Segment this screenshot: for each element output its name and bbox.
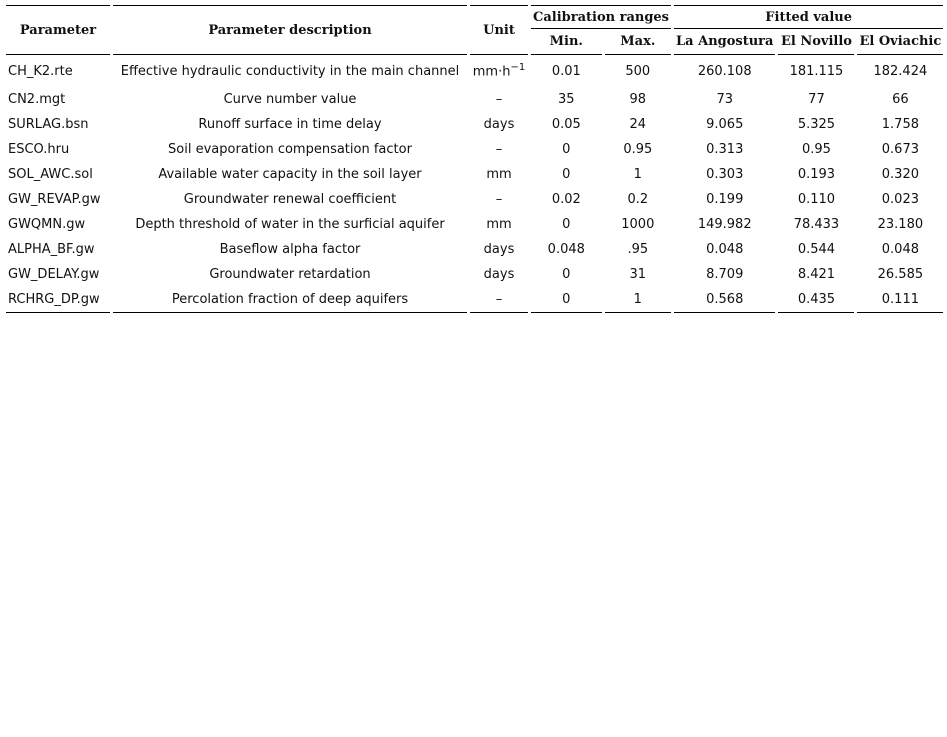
table-row [6, 137, 943, 162]
cell-el-oviachic: 0.320 [881, 167, 919, 182]
cell-el-novillo: 181.115 [789, 63, 844, 79]
cell-max: 500 [625, 63, 651, 79]
unit-text: – [495, 142, 503, 157]
cell-el-novillo: 0.95 [801, 142, 831, 157]
cell-la-angostura: 0.199 [706, 192, 744, 207]
cell-el-oviachic: 182.424 [873, 63, 928, 79]
header-calibration-ranges: Calibration ranges [531, 5, 671, 29]
cell-min: 0.05 [551, 117, 581, 132]
cell-parameter: SOL_AWC.sol [8, 167, 93, 182]
header-min: Min. [531, 29, 602, 55]
cell-el-novillo: 0.544 [797, 242, 836, 257]
cell-el-oviachic: 1.758 [881, 117, 919, 132]
cell-unit [470, 212, 528, 237]
header-parameter: Parameter [6, 5, 110, 55]
header-max: Max. [605, 29, 671, 55]
cell-unit [470, 87, 528, 112]
unit-text: mm [486, 217, 512, 232]
unit-text: mm·h [472, 64, 511, 80]
cell-el-novillo: 77 [808, 92, 825, 107]
cell-unit [470, 187, 528, 212]
cell-unit [470, 262, 528, 287]
cell-min: 0.048 [547, 242, 585, 257]
cell-la-angostura: 9.065 [706, 117, 744, 132]
cell-min: 0.01 [551, 63, 581, 79]
unit-text: days [483, 267, 515, 282]
cell-el-oviachic: 0.673 [881, 142, 919, 157]
unit-superscript: −1 [510, 62, 526, 74]
cell-max: 0.2 [627, 192, 649, 207]
unit-text: – [495, 92, 503, 107]
cell-el-novillo: 8.421 [797, 267, 836, 282]
cell-description: Runoff surface in time delay [198, 117, 382, 132]
cell-max: 24 [629, 117, 647, 132]
table-row [6, 162, 943, 187]
cell-parameter: CN2.mgt [8, 92, 66, 107]
table-row [6, 87, 943, 112]
table-row [6, 187, 943, 212]
cell-unit [470, 162, 528, 187]
cell-la-angostura: 260.108 [697, 63, 752, 79]
cell-la-angostura: 0.048 [706, 242, 744, 257]
cell-el-novillo: 5.325 [797, 117, 836, 132]
cell-unit [470, 137, 528, 162]
cell-max: 1 [633, 167, 642, 182]
cell-min: 0 [562, 267, 571, 282]
cell-el-novillo: 0.193 [797, 167, 836, 182]
cell-unit [470, 112, 528, 137]
cell-el-novillo: 78.433 [793, 217, 840, 232]
cell-parameter: ALPHA_BF.gw [8, 242, 95, 257]
header-site-la-angostura: La Angostura [674, 29, 775, 55]
cell-el-oviachic: 0.048 [881, 242, 919, 257]
cell-parameter: GW_REVAP.gw [8, 192, 101, 207]
cell-parameter: RCHRG_DP.gw [6, 287, 110, 313]
cell-max: .95 [627, 242, 649, 257]
cell-parameter: ESCO.hru [8, 142, 70, 157]
cell-el-oviachic: 66 [892, 92, 909, 107]
cell-la-angostura: 8.709 [706, 267, 744, 282]
cell-description: Soil evaporation compensation factor [168, 142, 412, 157]
cell-max: 1 [605, 287, 671, 313]
cell-description: Groundwater retardation [209, 267, 371, 282]
table-row [6, 112, 943, 137]
cell-la-angostura: 0.303 [706, 167, 744, 182]
table-row [6, 55, 943, 87]
cell-el-oviachic: 0.023 [881, 192, 919, 207]
cell-la-angostura: 149.982 [697, 217, 752, 232]
unit-text: – [495, 192, 503, 207]
cell-description: Percolation fraction of deep aquifers [113, 287, 467, 313]
cell-max: 98 [629, 92, 647, 107]
cell-la-angostura: 0.313 [706, 142, 744, 157]
cell-min: 0 [562, 167, 571, 182]
table-row [6, 262, 943, 287]
cell-la-angostura: 73 [716, 92, 733, 107]
unit-text: – [495, 292, 503, 307]
table-row [6, 237, 943, 262]
header-site-el-novillo: El Novillo [778, 29, 854, 55]
header-site-el-oviachic: El Oviachic [857, 29, 943, 55]
header-unit: Unit [470, 5, 528, 55]
cell-description: Depth threshold of water in the surficial aquifer [135, 217, 445, 232]
cell-description: Curve number value [223, 92, 357, 107]
cell-min: 35 [558, 92, 575, 107]
table-row [6, 212, 943, 237]
cell-el-novillo: 0.110 [797, 192, 836, 207]
cell-description: Baseflow alpha factor [219, 242, 361, 257]
cell-el-oviachic: 0.111 [857, 287, 943, 313]
cell-parameter: CH_K2.rte [8, 63, 73, 79]
table-row [6, 287, 943, 313]
cell-min: 0.02 [551, 192, 581, 207]
cell-el-oviachic: 23.180 [877, 217, 924, 232]
cell-unit [470, 55, 528, 87]
cell-max: 31 [629, 267, 647, 282]
cell-min: 0 [531, 287, 602, 313]
table-body [6, 55, 943, 313]
cell-min: 0 [562, 217, 571, 232]
unit-text: mm [486, 167, 512, 182]
cell-el-oviachic: 26.585 [877, 267, 924, 282]
unit-text: days [483, 242, 515, 257]
cell-la-angostura: 0.568 [674, 287, 775, 313]
parameter-table [3, 5, 946, 313]
cell-min: 0 [562, 142, 571, 157]
cell-max: 0.95 [623, 142, 653, 157]
header-fitted-value: Fitted value [674, 5, 943, 29]
cell-parameter: GWQMN.gw [8, 217, 86, 232]
cell-parameter: GW_DELAY.gw [8, 267, 100, 282]
unit-text: days [483, 117, 515, 132]
cell-unit [470, 237, 528, 262]
cell-description: Groundwater renewal coefficient [183, 192, 397, 207]
cell-el-novillo: 0.435 [778, 287, 854, 313]
cell-unit [470, 287, 528, 313]
cell-max: 1000 [621, 217, 655, 232]
cell-description: Available water capacity in the soil layer [158, 167, 422, 182]
cell-description: Effective hydraulic conductivity in the main channel [120, 63, 460, 79]
cell-parameter: SURLAG.bsn [8, 117, 89, 132]
header-description: Parameter description [113, 5, 467, 55]
